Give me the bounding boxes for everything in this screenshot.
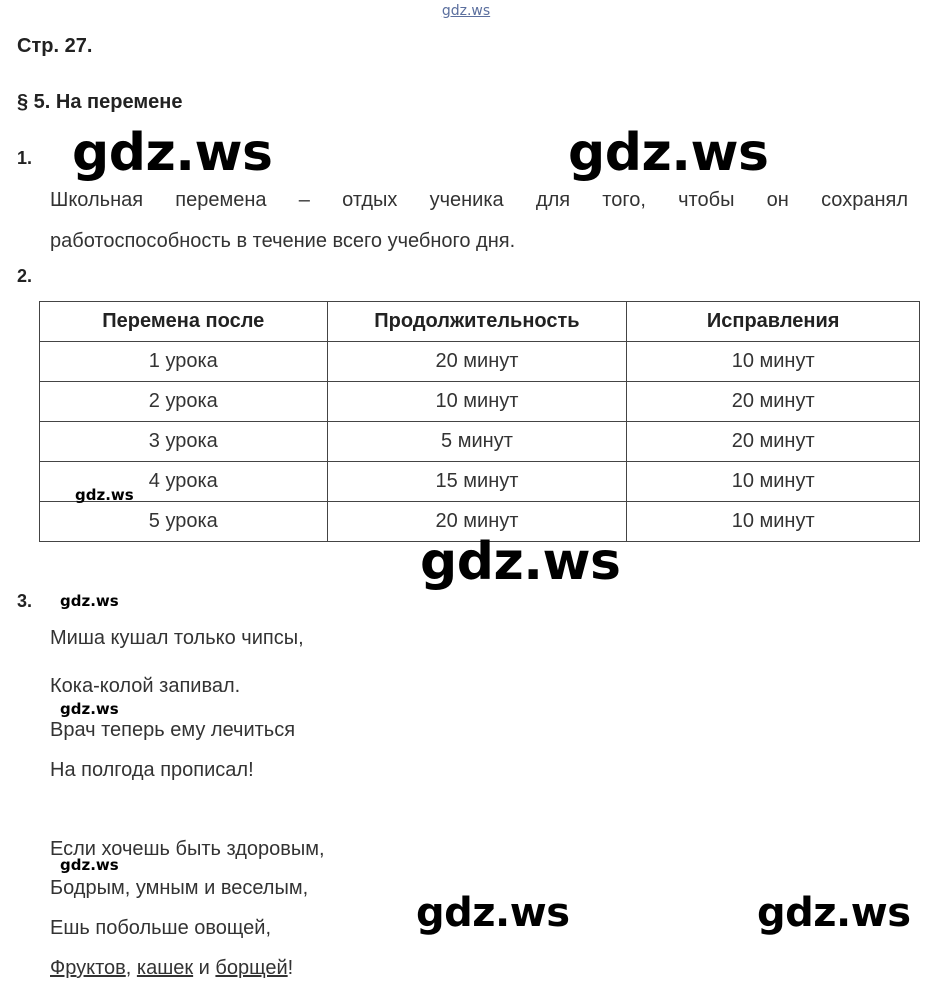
table-cell: 10 минут xyxy=(627,502,920,542)
poem-line: Бодрым, умным и веселым, xyxy=(50,877,309,899)
table-cell: 5 минут xyxy=(327,422,627,462)
watermark-large-center: gdz.ws xyxy=(420,532,621,592)
column-header: Перемена после xyxy=(40,302,328,342)
table-row xyxy=(40,382,920,422)
table-header-row xyxy=(40,302,920,342)
watermark-medium-left: gdz.ws xyxy=(416,890,570,936)
column-header: Продолжительность xyxy=(327,302,627,342)
page-reference: Стр. 27. xyxy=(17,35,93,57)
table-row xyxy=(40,422,920,462)
separator: , xyxy=(125,957,137,979)
underlined-word: кашек xyxy=(136,957,194,979)
poem-line: Миша кушал только чипсы, xyxy=(50,627,304,649)
watermark-small: gdz.ws xyxy=(60,856,119,874)
poem-line: На полгода прописал! xyxy=(50,759,254,781)
table-row xyxy=(40,342,920,382)
breaks-table xyxy=(39,301,920,542)
table-cell: 2 урока xyxy=(40,382,328,422)
table-cell: 15 минут xyxy=(327,462,627,502)
table-cell: 4 урока xyxy=(40,462,328,502)
underlined-word: борщей xyxy=(215,957,288,979)
poem-line: Если хочешь быть здоровым, xyxy=(50,838,325,860)
separator: и xyxy=(193,957,216,979)
watermark-medium-right: gdz.ws xyxy=(757,890,911,936)
task-1-line-1: Школьная перемена – отдых ученика для того, чтобы он сохранял xyxy=(50,189,908,211)
table-cell: 20 минут xyxy=(327,342,627,382)
table-row xyxy=(40,462,920,502)
column-header: Исправления xyxy=(627,302,920,342)
watermark-small: gdz.ws xyxy=(75,486,134,504)
poem-line: Кока-колой запивал. xyxy=(50,675,241,697)
task-1-line-2: работоспособность в течение всего учебного дня. xyxy=(50,230,516,252)
poem-line: Врач теперь ему лечиться xyxy=(50,719,296,741)
watermark-small: gdz.ws xyxy=(60,700,119,718)
table-cell: 20 минут xyxy=(627,382,920,422)
task-2-number: 2. xyxy=(17,266,33,286)
table-cell: 5 урока xyxy=(40,502,328,542)
section-title: § 5. На перемене xyxy=(17,91,183,113)
task-1-number: 1. xyxy=(17,148,33,168)
task-1-answer xyxy=(50,180,908,262)
table-cell: 10 минут xyxy=(627,342,920,382)
watermark-top: gdz.ws xyxy=(441,3,491,19)
table-cell: 10 минут xyxy=(627,462,920,502)
table-cell: 3 урока xyxy=(40,422,328,462)
poem-last-line xyxy=(50,957,293,980)
table-cell: 20 минут xyxy=(627,422,920,462)
watermark-large-left: gdz.ws xyxy=(72,123,273,183)
exclamation: ! xyxy=(287,957,294,979)
table-cell: 1 урока xyxy=(40,342,328,382)
watermark-large-right: gdz.ws xyxy=(568,123,769,183)
task-3-number: 3. xyxy=(17,591,33,611)
poem-line: Ешь побольше овощей, xyxy=(50,917,271,939)
watermark-small: gdz.ws xyxy=(60,592,119,610)
underlined-word: Фруктов xyxy=(50,957,126,979)
table-cell: 10 минут xyxy=(327,382,627,422)
table-cell: 20 минут xyxy=(327,502,627,542)
